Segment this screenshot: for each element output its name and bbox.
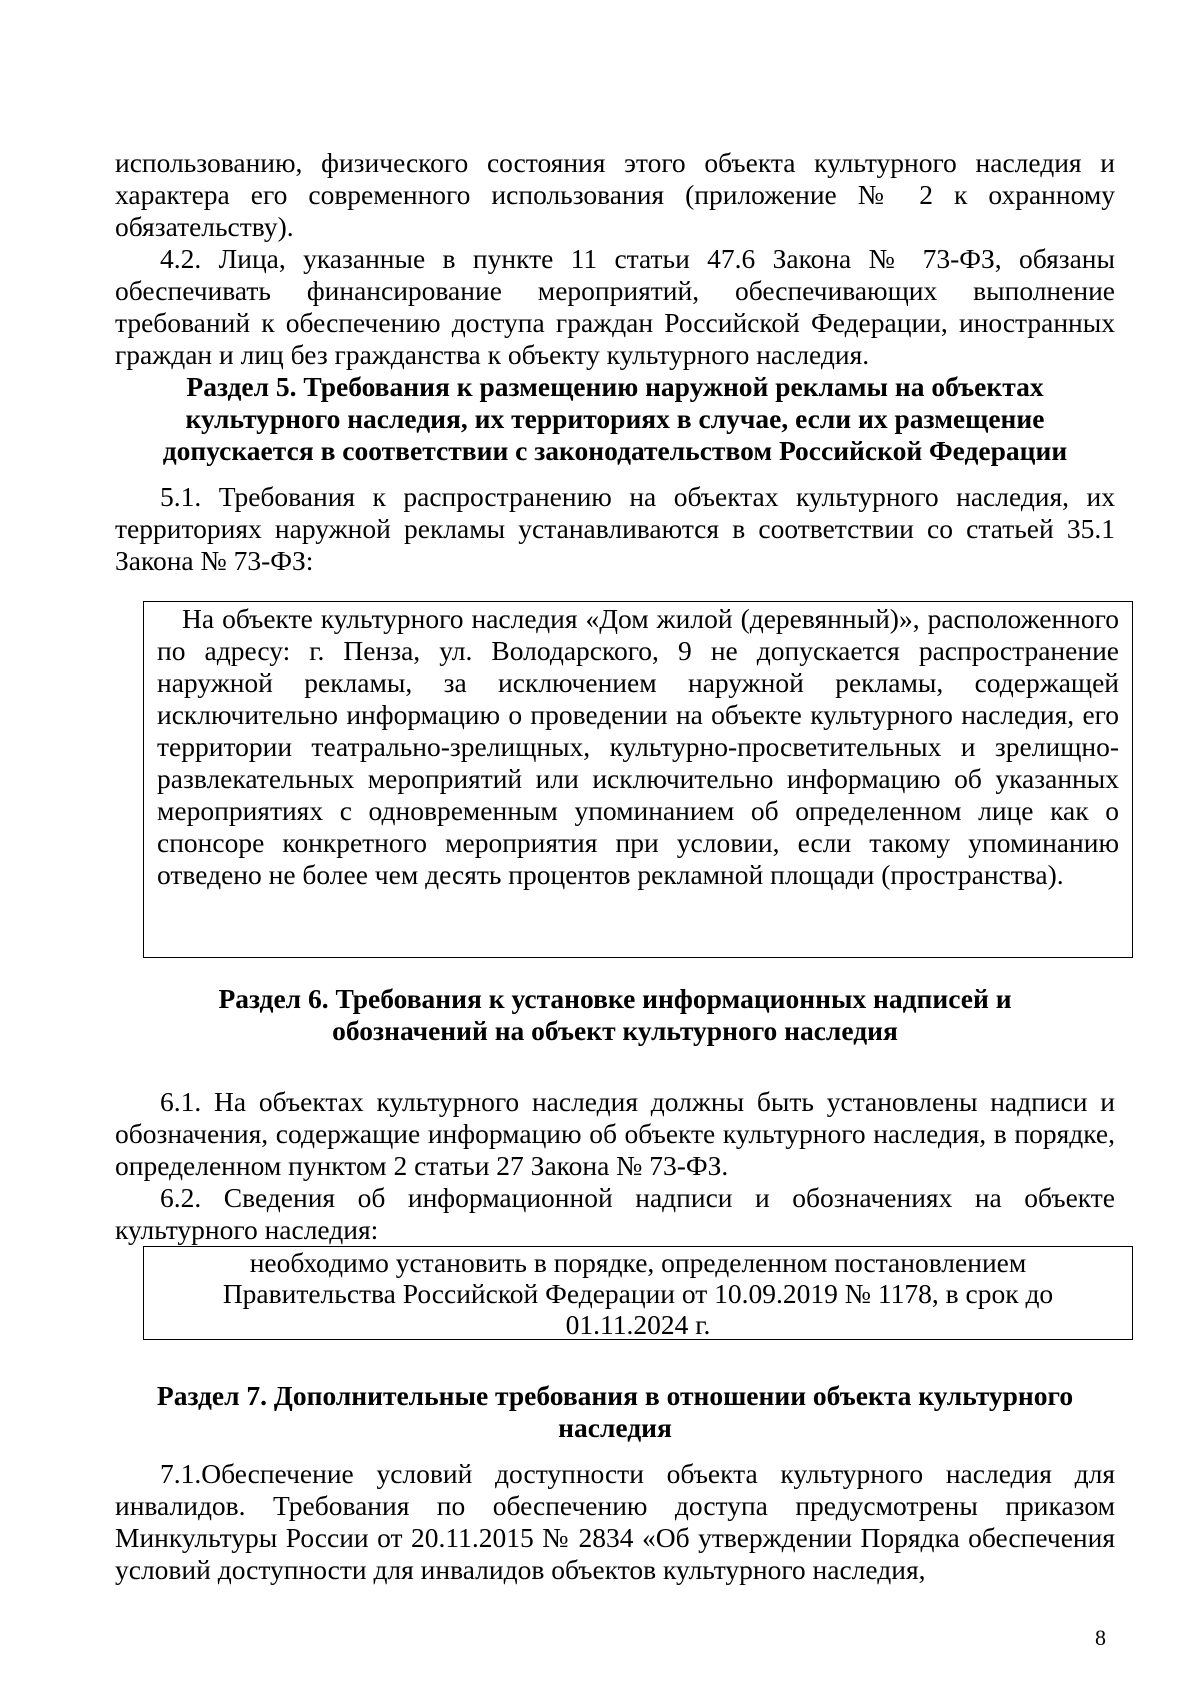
intro-paragraph: использованию, физического состояния этого объекта культурного наследия и характера его современного использования (приложение № 2 к охранному обязательству). [115,147,1115,242]
advertising-restriction-box [143,601,1133,958]
section-6-heading-line-2: обозначений на объект культурного наследия [332,1015,898,1046]
paragraph-6-2: 6.2. Сведения об информационной надписи и обозначениях на объекте культурного наследия: [115,1182,1115,1245]
advertising-restriction-text: На объекте культурного наследия «Дом жилой (деревянный)», расположенного по адресу: г. Пенза, ул. Володарского, 9 не допускается распространение наружной рекламы, за исключением наружной рекламы, содержащей исключительно информацию о проведении на объекте культурного наследия, его территории театрально-зрелищных, культурно-просветительных и зрелищно-развлекательных мероприятий или исключительно информацию об указанных мероприятиях с одновременным упоминанием об определенном лице как о спонсоре конкретного мероприятия при условии, если такому упоминанию отведено не более чем десять процентов рекламной площади (пространства). [157,603,1119,890]
paragraph-4-2: 4.2. Лица, указанные в пункте 11 статьи 47.6 Закона № 73-ФЗ, обязаны обеспечивать финансирование мероприятий, обеспечивающих выполнение требований к обеспечению доступа граждан Российской Федерации, иностранных граждан и лиц без гражданства к объекту культурного наследия. [115,243,1115,370]
information-sign-box [143,1246,1133,1340]
section-7-heading-line-1: Раздел 7. Дополнительные требования в отношении объекта культурного [156,1380,1074,1411]
paragraph-5-1: 5.1. Требования к распространению на объектах культурного наследия, их территориях наружной рекламы устанавливаются в соответствии со статьей 35.1 Закона № 73-ФЗ: [115,481,1115,576]
section-5-heading: Раздел 5. Требования к размещению наружной рекламы на объектах культурного наследия, их территориях в случае, если их размещение допускается в соответствии с законодательством Российской Федерации [162,371,1068,466]
information-sign-line-2: Правительства Российской Федерации от 10.09.2019 № 1178, в срок до [222,1278,1054,1309]
section-7-heading-line-2: наследия [558,1412,672,1443]
paragraph-6-1: 6.1. На объектах культурного наследия должны быть установлены надписи и обозначения, содержащие информацию об объекте культурного наследия, в порядке, определенном пунктом 2 статьи 27 Закона № 73-ФЗ. [115,1086,1115,1181]
information-sign-line-3: 01.11.2024 г. [565,1309,711,1340]
page-number: 8 [1095,1625,1106,1650]
paragraph-7-1: 7.1.Обеспечение условий доступности объекта культурного наследия для инвалидов. Требования по обеспечению доступа предусмотрены приказом Минкультуры России от 20.11.2015 № 2834 «Об утверждении Порядка обеспечения условий доступности для инвалидов объектов культурного наследия, [115,1458,1115,1585]
section-6-heading-line-1: Раздел 6. Требования к установке информационных надписей и [218,983,1012,1014]
section-7-heading [115,1380,1115,1444]
section-6-heading [115,983,1115,1047]
information-sign-line-1: необходимо установить в порядке, определенном постановлением [249,1247,1027,1278]
